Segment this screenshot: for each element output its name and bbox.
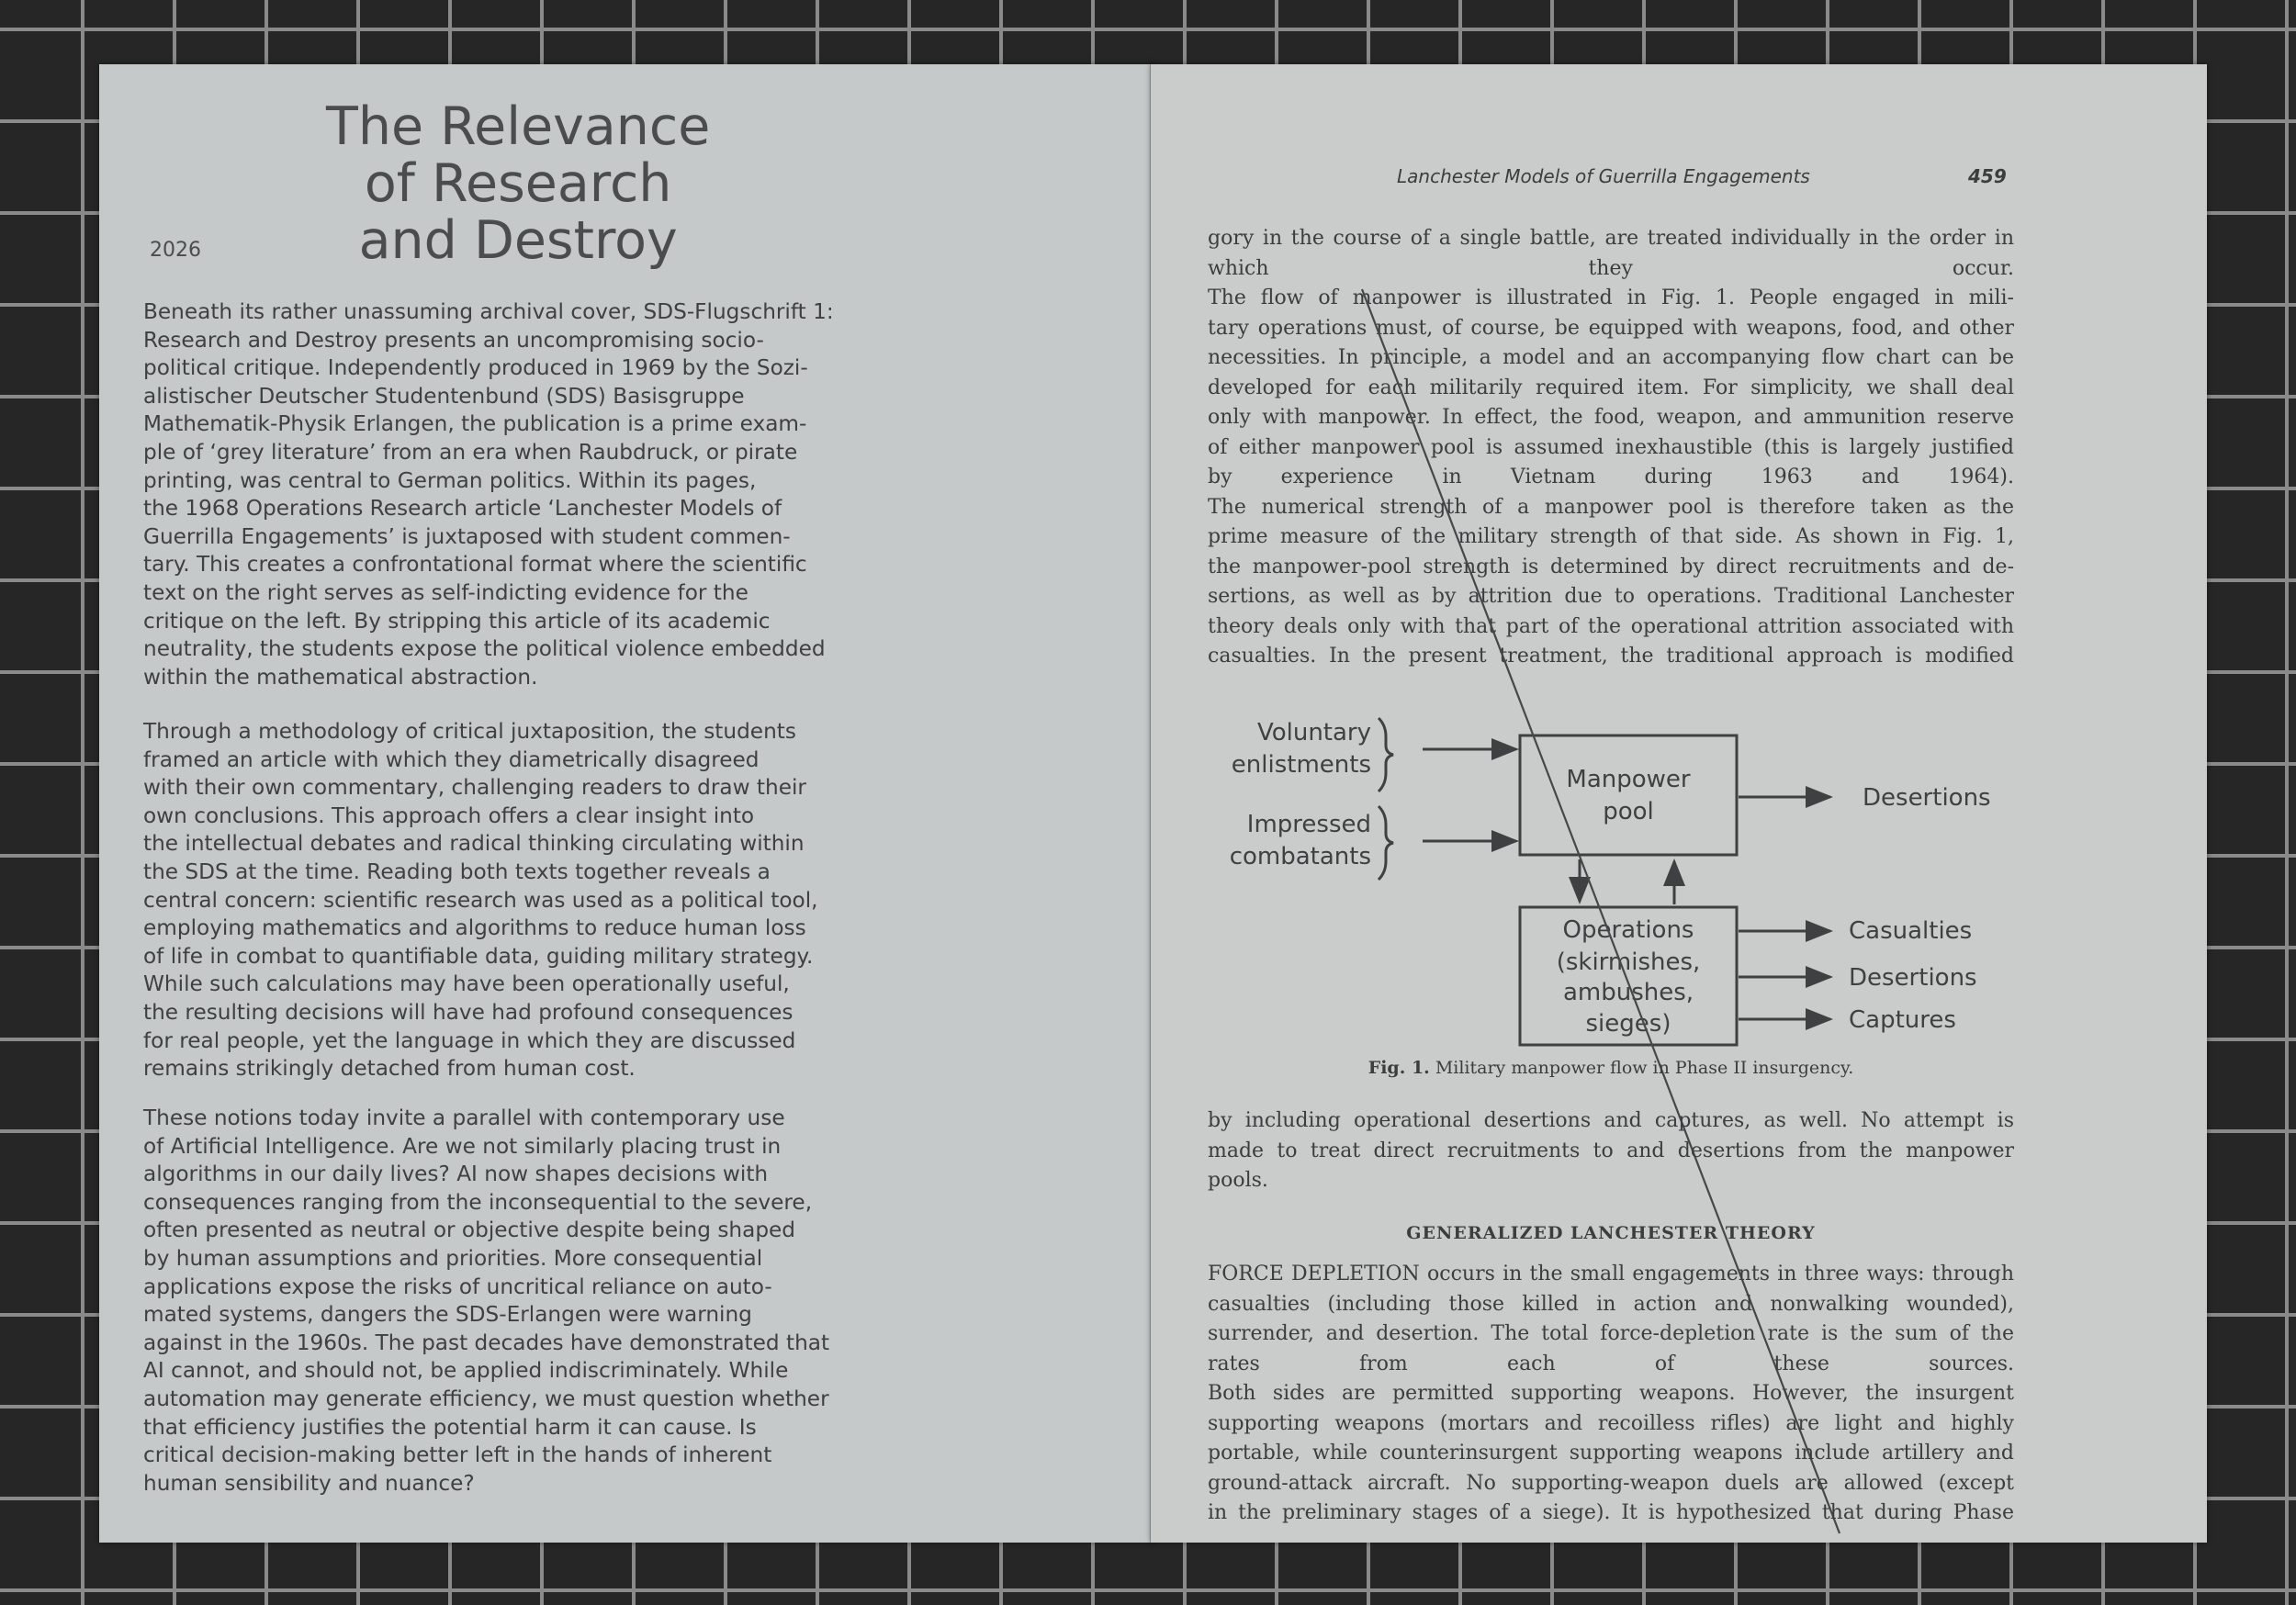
pool-output-desertions: Desertions: [1863, 784, 1991, 812]
caption-text: Military manpower flow in Phase II insurgency.: [1435, 1058, 1854, 1078]
brace-2: [1379, 806, 1393, 880]
caption-label: Fig. 1.: [1367, 1058, 1430, 1078]
essay-paragraph-3: These notions today invite a parallel with contemporary use of Artificial Intelligence. Are we not similarly placing trust in algorithms in our daily lives? AI now shapes decisions with consequences ranging from the inconsequential to the severe, often presented as neutral or objective despite being shaped by human assumptions and priorities. More consequential applications expose the risks of uncritical reliance on auto- mated systems, dangers the SDS-Erlangen were warning against in the 1960s. The past decades have demonstrated that AI cannot, and should not, be applied indiscriminately. While automation may generate efficiency, we must question whether that efficiency justifies the potential harm it can cause. Is critical decision-making better left in the hands of inherent human sensibility and nuance?: [143, 1106, 830, 1496]
brace-1: [1379, 718, 1393, 791]
operations-label-1: Operations: [1562, 916, 1694, 944]
section-heading: GENERALIZED LANCHESTER THEORY: [1406, 1223, 1816, 1243]
output-casualties: Casualties: [1849, 917, 1973, 945]
figure-caption: [1208, 1058, 2014, 1078]
pool-label-1: Manpower: [1566, 766, 1691, 793]
left-page: [99, 64, 1155, 1543]
title-line-3: and Destroy: [358, 210, 678, 271]
essay-paragraph-1: Beneath its rather unassuming archival cover, SDS-Flugschrift 1: Research and Destroy presents an uncompromising socio- political critique. Independently produced in 1969 by the Sozi- alistischer Deutscher Studentenbund (SDS) Basisgruppe Mathematik-Physik Erlangen, the publication is a prime exam- ple of ‘grey literature’ from an era when Raubdruck, or pirate printing, was central to German politics. Within its pages, the 1968 Operations Research article ‘Lanchester Models of Guerrilla Engagements’ is juxtaposed with student commen- tary. This creates a confrontational format where the scientific text on the right serves as self-indicting evidence for the critique on the left. By stripping this article of its academic neutrality, the students expose the political violence embedded within the mathematical abstraction.: [143, 299, 834, 690]
operations-label-2: (skirmishes,: [1556, 948, 1701, 976]
article-text-top: gory in the course of a single battle, are treated individually in the order in which they occur. The flow of manpower is illustrated in Fig. 1. People engaged in mili- tary operations must, of course, be equipped with weapons, food, and other necessities. In principle, a model and an accompanying flow chart can be developed for each militarily required item. For simplicity, we shall deal only with manpower. In effect, the food, weapon, and ammunition reserve of either manpower pool is assumed inexhaustible (this is largely justified by experience in Vietnam during 1963 and 1964). The numerical strength of a manpower pool is therefore taken as the prime measure of the military strength of that side. As shown in Fig. 1, the manpower-pool strength is determined by direct recruitments and de- sertions, as well as by attrition due to operations. Traditional Lanchester theory deals only with that part of the operational attrition associated with casualties. In the present treatment, the traditional approach is modified: [1208, 227, 2014, 668]
running-head: Lanchester Models of Guerrilla Engagements: [1397, 165, 1810, 187]
essay-paragraph-2: Through a methodology of critical juxtaposition, the students framed an article with which they diametrically disagreed with their own commentary, challenging readers to draw their own conclusions. This approach offers a clear insight into the intellectual debates and radical thinking circulating within the SDS at the time. Reading both texts together reveals a central concern: scientific research was used as a political tool, employing mathematics and algorithms to reduce human loss of life in combat to quantifiable data, guiding military strategy. While such calculations may have been operationally useful, the resulting decisions will have had profound consequences for real people, yet the language in which they are discussed remains strikingly detached from human cost.: [143, 719, 818, 1082]
operations-label-3: ambushes,: [1562, 979, 1694, 1006]
input-voluntary-label: Voluntary: [1256, 719, 1371, 746]
article-text-middle: by including operational desertions and captures, as well. No attempt is made to treat direct recruitments to and desertions from the manpower pools.: [1208, 1109, 2014, 1192]
essay-title: [326, 98, 710, 269]
input-combatants-label: combatants: [1229, 843, 1371, 870]
pool-label-2: pool: [1603, 798, 1654, 825]
operations-label-4: sieges): [1585, 1010, 1671, 1038]
output-captures: Captures: [1849, 1006, 1956, 1034]
input-enlistments-label: enlistments: [1231, 751, 1371, 779]
manpower-pool-box: [1520, 735, 1737, 855]
output-desertions: Desertions: [1849, 964, 1977, 992]
title-line-1: The Relevance: [326, 96, 711, 157]
article-text-bottom: FORCE DEPLETION occurs in the small engagements in three ways: through casualties (including those killed in action and nonwalking wounded), surrender, and desertion. The total force-depletion rate is the sum of the rates from each of these sources. Both sides are permitted supporting weapons. However, the insurgent supporting weapons (mortars and recoilless rifles) are light and highly portable, while counterinsurgent supporting weapons include artillery and ground-attack aircraft. No supporting-weapon duels are allowed (except in the preliminary stages of a siege). It is hypothesized that during Phase: [1208, 1263, 2014, 1524]
title-line-2: of Research: [364, 153, 672, 214]
input-impressed-label: Impressed: [1246, 811, 1371, 838]
essay-year: 2026: [150, 239, 201, 262]
page-number: 459: [1968, 165, 2007, 187]
right-page: [1151, 64, 2207, 1543]
